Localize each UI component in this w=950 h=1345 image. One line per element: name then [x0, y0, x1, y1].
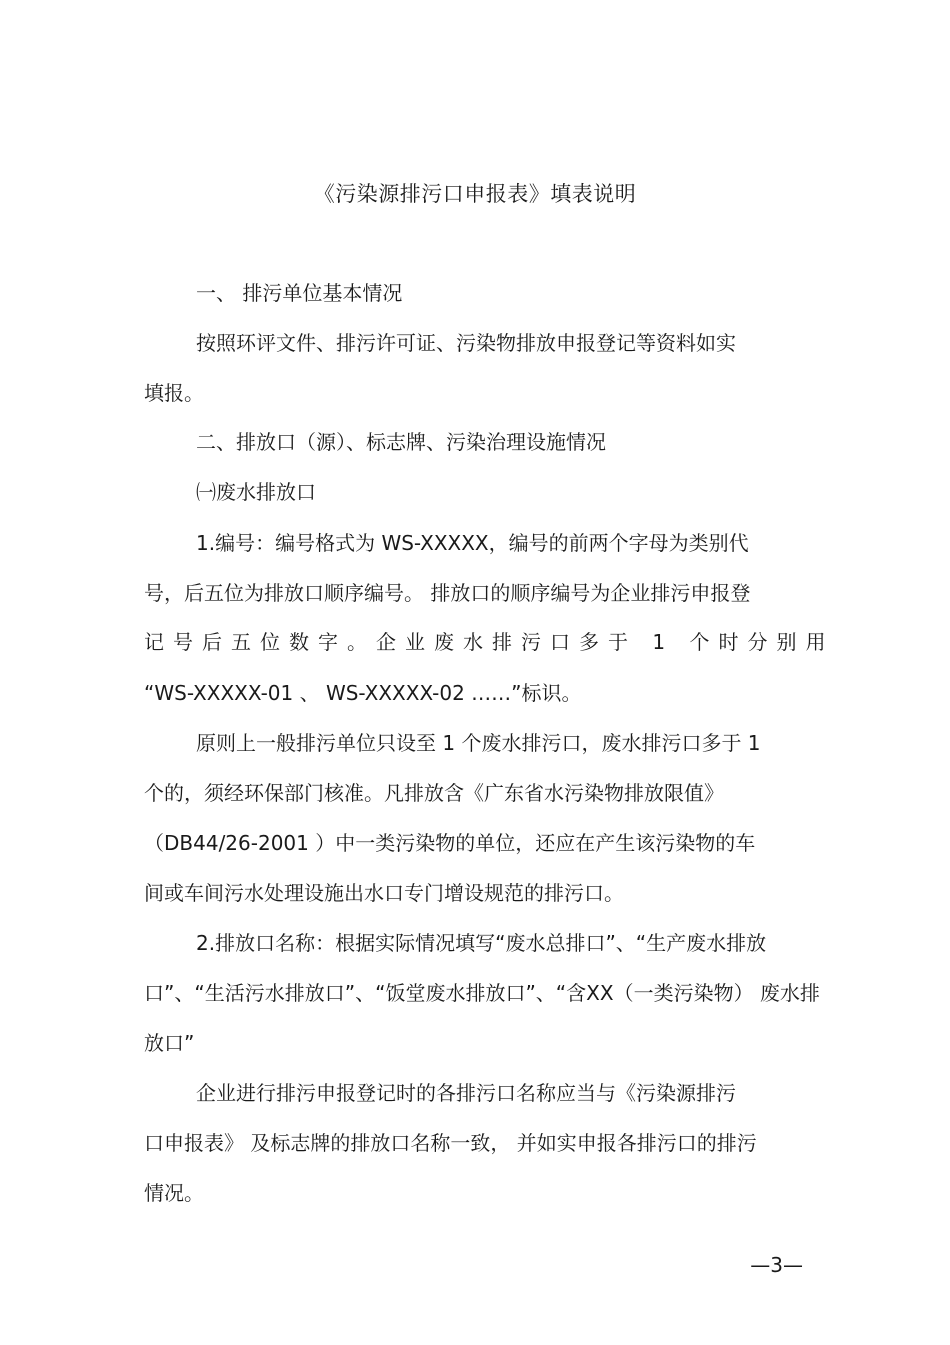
section-heading-1: 一、 排污单位基本情况 — [196, 281, 403, 305]
paragraph-line: 放口” — [144, 1031, 195, 1055]
paragraph-line: 按照环评文件、排污许可证、污染物排放申报登记等资料如实 — [196, 331, 736, 355]
paragraph-line: 1.编号：编号格式为 WS-XXXXX，编号的前两个字母为类别代 — [196, 531, 749, 555]
paragraph-line: 2.排放口名称：根据实际情况填写“废水总排口”、“生产废水排放 — [196, 931, 767, 955]
section-heading-2: 二、排放口（源）、标志牌、污染治理设施情况 — [196, 430, 606, 454]
paragraph-line: 号，后五位为排放口顺序编号。 排放口的顺序编号为企业排污申报登 — [144, 581, 751, 605]
paragraph-line: 间或车间污水处理设施出水口专门增设规范的排污口。 — [144, 881, 624, 905]
document-title: 《污染源排污口申报表》填表说明 — [313, 182, 637, 206]
paragraph-line: （DB44/26-2001 ）中一类污染物的单位，还应在产生该污染物的车 — [144, 831, 756, 855]
paragraph-line: 口申报表》 及标志牌的排放口名称一致， 并如实申报各排污口的排污 — [144, 1131, 757, 1155]
paragraph-line: 情况。 — [144, 1181, 204, 1205]
subsection-heading: ㈠废水排放口 — [196, 480, 316, 504]
paragraph-line: 口”、“生活污水排放口”、“饭堂废水排放口”、“含XX（一类污染物） 废水排 — [144, 981, 820, 1005]
paragraph-line: 填报。 — [144, 381, 204, 405]
paragraph-line: 企业进行排污申报登记时的各排污口名称应当与《污染源排污 — [196, 1081, 736, 1105]
paragraph-line: 记号后五位数字。企业废水排污口多于 1 个时分别用 — [144, 630, 835, 654]
page-number: —3— — [750, 1253, 803, 1277]
paragraph-line: “WS-XXXXX-01 、 WS-XXXXX-02 ……”标识。 — [144, 681, 582, 705]
paragraph-line: 原则上一般排污单位只设至 1 个废水排污口，废水排污口多于 1 — [196, 731, 761, 755]
paragraph-line: 个的，须经环保部门核准。凡排放含《广东省水污染物排放限值》 — [144, 781, 724, 805]
